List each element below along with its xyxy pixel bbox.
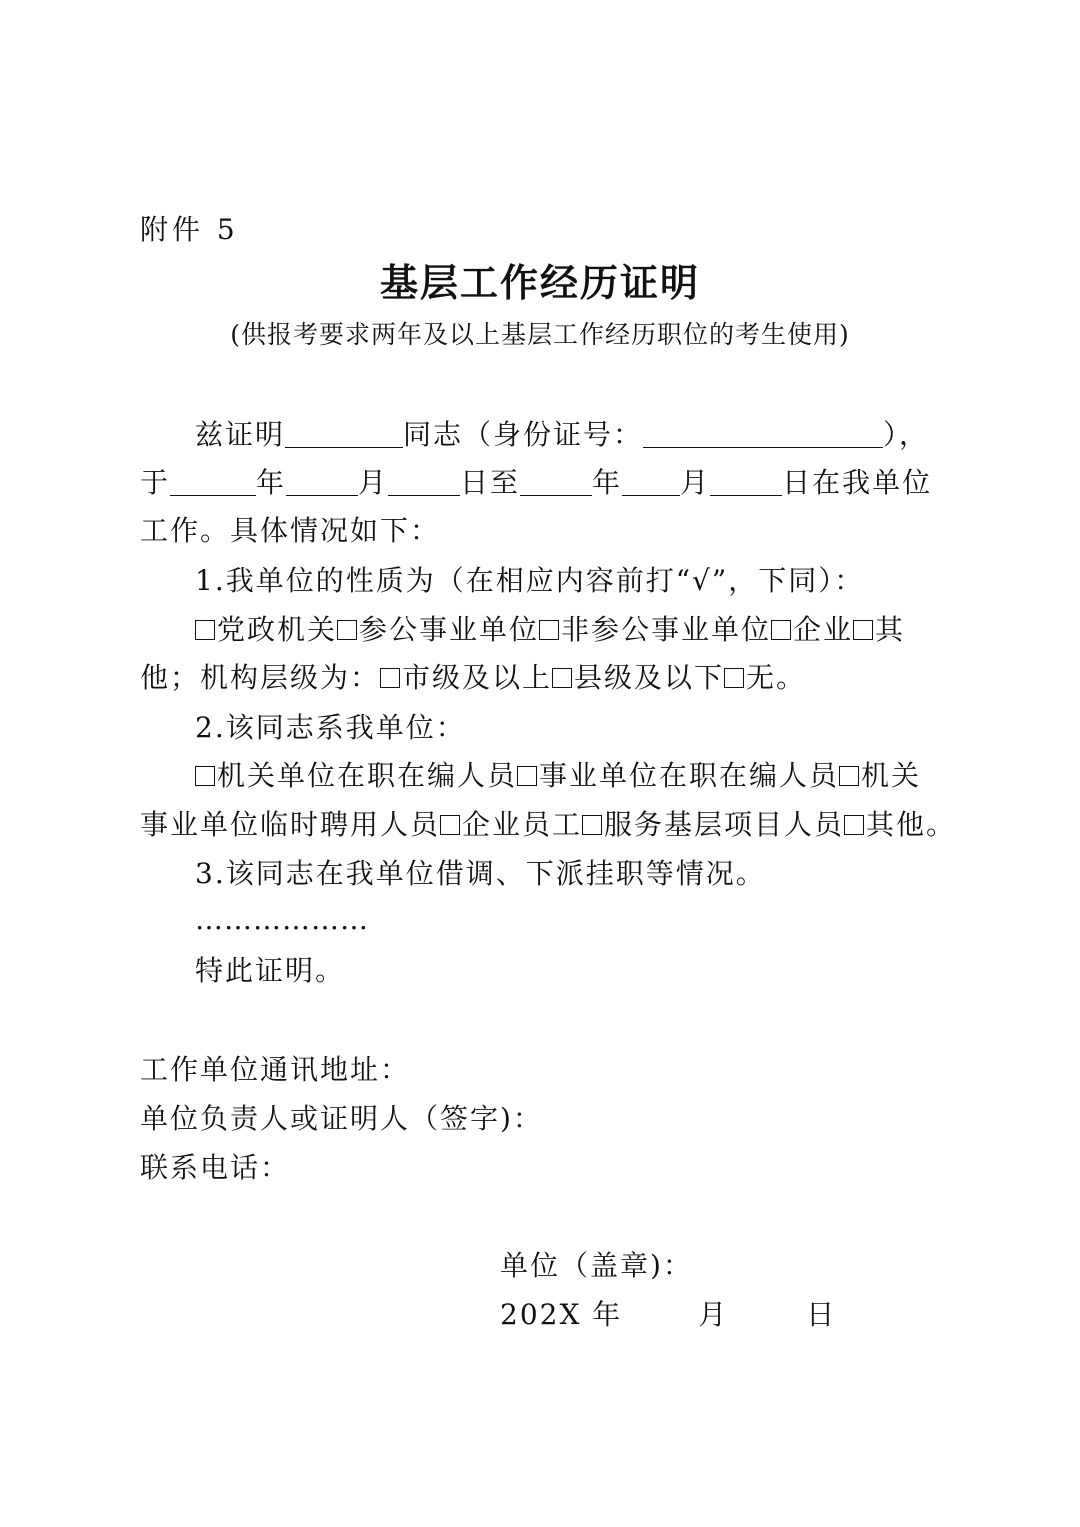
end-month-text: 月 [680,466,711,499]
checkbox-other-nature[interactable] [853,620,873,640]
date-day: 日 [806,1298,837,1331]
level-label: 他；机构层级为： [140,661,381,694]
item1-label: 1.我单位的性质为（在相应内容前打“√”，下同）： [195,564,865,597]
ellipsis: ……………… [195,903,369,936]
certify-line [195,417,929,453]
document-title: 基层工作经历证明 [379,261,700,305]
option-civil-institution: 参公事业单位 [359,613,540,646]
staff-options-line1 [195,758,921,794]
checkbox-civil-institution[interactable] [337,620,357,640]
seal-label: 单位（盖章)： [500,1249,693,1282]
option-county-level: 县级及以下 [574,661,725,694]
checkbox-party-gov[interactable] [195,620,215,640]
end-month-blank[interactable] [622,469,680,496]
option-no-level: 无。 [746,661,807,694]
date-line [500,1297,836,1333]
checkbox-grassroots-project[interactable] [582,815,602,835]
from-text: 于 [140,466,171,499]
date-month: 月 [698,1298,729,1331]
option-institution-staff: 事业单位在职在编人员 [539,759,840,792]
id-close-text: ）， [883,418,930,451]
comrade-id-text: 同志（身份证号： [403,418,644,451]
details-intro: 工作。具体情况如下： [140,514,441,547]
item2-label: 2.该同志系我单位： [195,711,466,744]
checkbox-gov-staff[interactable] [195,766,215,786]
option-enterprise: 企业 [793,613,854,646]
end-year-text: 年 [592,466,623,499]
checkbox-temp-staff[interactable] [839,766,859,786]
end-year-blank[interactable] [520,469,592,496]
end-day-blank[interactable] [710,469,782,496]
option-other-start: 其 [875,613,906,646]
address-label: 工作单位通讯地址： [140,1053,411,1086]
start-day-text: 日至 [460,466,521,499]
option-temp-staff-end: 事业单位临时聘用人员 [140,808,441,841]
start-day-blank[interactable] [388,469,460,496]
date-range-line [140,465,932,501]
start-month-text: 月 [358,466,389,499]
option-gov-staff: 机关单位在职在编人员 [217,759,518,792]
option-grassroots-project: 服务基层项目人员 [604,808,845,841]
staff-options-line2 [140,807,956,843]
checkbox-enterprise-employee[interactable] [440,815,460,835]
checkbox-city-level[interactable] [380,668,400,688]
nature-options-line [195,612,905,648]
phone-label: 联系电话： [140,1151,291,1184]
end-day-text: 日在我单位 [782,466,933,499]
option-party-gov: 党政机关 [217,613,338,646]
item3-label: 3.该同志在我单位借调、下派挂职等情况。 [195,857,766,890]
checkbox-non-civil-institution[interactable] [539,620,559,640]
option-non-civil-institution: 非参公事业单位 [561,613,772,646]
level-options-line [140,660,806,696]
name-blank[interactable] [285,421,403,448]
option-enterprise-employee: 企业员工 [462,808,583,841]
start-month-blank[interactable] [286,469,358,496]
checkbox-other-staff[interactable] [844,815,864,835]
id-number-blank[interactable] [643,421,883,448]
option-other-staff: 其他。 [866,808,957,841]
option-temp-staff-start: 机关 [861,759,922,792]
start-year-blank[interactable] [170,469,256,496]
document-subtitle: (供报考要求两年及以上基层工作经历职位的考生使用) [230,320,850,349]
option-city-level: 市级及以上 [402,661,553,694]
checkbox-enterprise[interactable] [771,620,791,640]
certify-text: 兹证明 [195,418,286,451]
date-year: 202X 年 [500,1298,623,1331]
attachment-label: 附件 5 [140,213,239,246]
checkbox-institution-staff[interactable] [517,766,537,786]
start-year-text: 年 [256,466,287,499]
closing-text: 特此证明。 [195,954,346,987]
checkbox-county-level[interactable] [552,668,572,688]
checkbox-no-level[interactable] [724,668,744,688]
signer-label: 单位负责人或证明人（签字)： [140,1102,543,1135]
